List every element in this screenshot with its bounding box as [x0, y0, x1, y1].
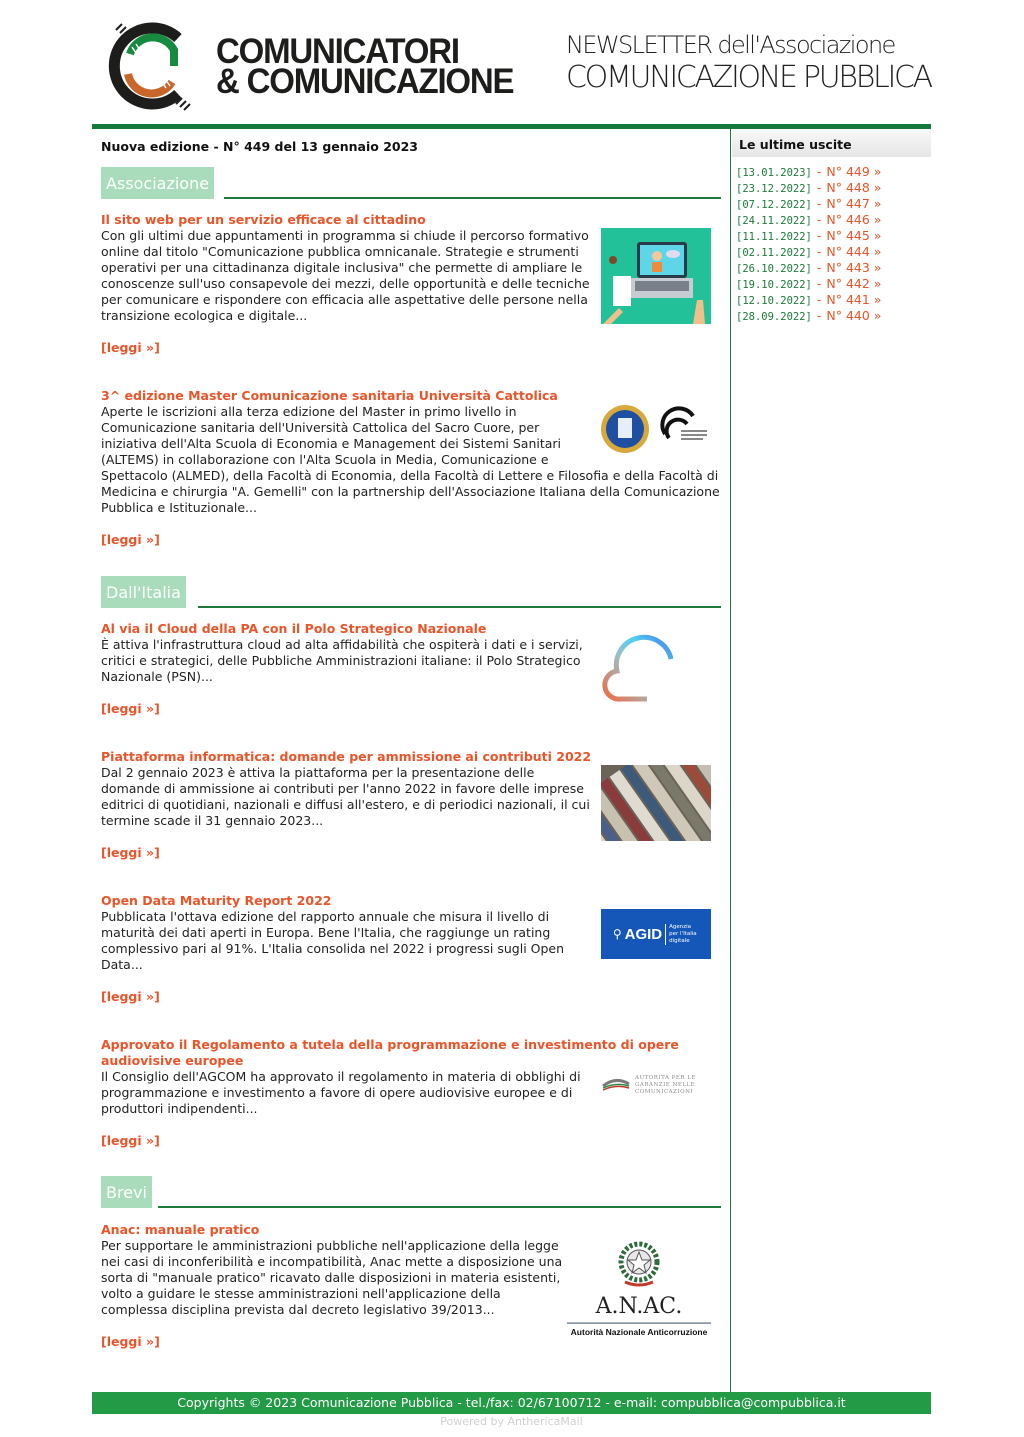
- sidebar-latest-issues: [730, 129, 931, 1392]
- issue-link[interactable]: N° 445 »: [826, 228, 882, 243]
- issue-link[interactable]: N° 449 »: [826, 164, 882, 179]
- agid-logo-text: AGID: [624, 925, 663, 943]
- issue-separator: -: [816, 181, 822, 195]
- issue-item: [736, 211, 881, 227]
- issue-item: [736, 275, 881, 291]
- issue-item: [736, 307, 881, 323]
- agid-emblem-icon: ⚲: [612, 927, 622, 941]
- issue-separator: -: [816, 293, 822, 307]
- issue-item: [736, 179, 881, 195]
- newsletter-title: [566, 30, 931, 96]
- article-item: [101, 212, 721, 357]
- newsletter: [92, 0, 931, 1428]
- issue-separator: -: [816, 261, 822, 275]
- section-header-associazione: [101, 167, 721, 199]
- article-title-link[interactable]: 3^ edizione Master Comunicazione sanitaria Università Cattolica: [101, 388, 558, 403]
- issue-separator: -: [816, 197, 822, 211]
- read-more-link[interactable]: [leggi »]: [101, 701, 160, 716]
- section-label: Associazione: [101, 167, 214, 199]
- agcom-logo-text: AUTORITÀ PER LE GARANZIE NELLE COMUNICAZIONI: [635, 1074, 696, 1095]
- logo-line-1: COMUNICATORI: [216, 30, 459, 71]
- article-item: [101, 893, 721, 1018]
- issue-item: [736, 291, 881, 307]
- article-title-link[interactable]: Anac: manuale pratico: [101, 1222, 260, 1237]
- laptop-illustration-image[interactable]: [601, 228, 711, 324]
- article-item: [101, 621, 721, 731]
- issue-link[interactable]: N° 442 »: [826, 276, 882, 291]
- article-summary: Per supportare le amministrazioni pubbliche nell'applicazione della legge nei casi di inconferibilità e incompatibilità, Anac mette a disposizione una sorta di "manuale pratico" ricavato dalle disposizioni in materia esistenti, volto a guidare le stesse amministrazioni nell'applicazione della complessa disciplina prevista dal decreto legislativo 39/2013...: [101, 1238, 563, 1317]
- issue-link[interactable]: N° 447 »: [826, 196, 882, 211]
- issue-date: [13.01.2023]: [736, 167, 812, 179]
- read-more-link[interactable]: [leggi »]: [101, 340, 160, 355]
- footer-copyright: Copyrights © 2023 Comunicazione Pubblica - tel./fax: 02/67100712 - e-mail: compubblica@compubblica.it: [92, 1392, 931, 1414]
- logo-icon: [108, 20, 196, 112]
- italian-emblem-icon: [617, 1238, 661, 1290]
- article-summary: Con gli ultimi due appuntamenti in programma si chiude il percorso formativo online dal titolo "Comunicazione pubblica omnicanale. Strategie e strumenti operativi per una cittadinanza digitale inclusiva" che permette di ampliare le conoscenze sull'uso consapevole dei mezzi, delle opportunità e delle tecniche per comunicare e rispondere con efficacia alle aspettative delle persone nella transizione ecologica e digitale...: [101, 228, 590, 323]
- issue-date: [28.09.2022]: [736, 311, 812, 323]
- read-more-link[interactable]: [leggi »]: [101, 845, 160, 860]
- section-header-brevi: [101, 1176, 721, 1208]
- anac-logo-image[interactable]: [567, 1238, 711, 1344]
- section-label: Dall'Italia: [101, 576, 186, 608]
- issue-item: [736, 243, 881, 259]
- issue-link[interactable]: N° 444 »: [826, 244, 882, 259]
- issue-link[interactable]: N° 441 »: [826, 292, 882, 307]
- section-divider: [158, 1206, 721, 1208]
- article-summary: Il Consiglio dell'AGCOM ha approvato il regolamento in materia di obblighi di programmazione e investimento a favore di opere audiovisive europee e di produttori indipendenti...: [101, 1069, 581, 1116]
- logo-text: [216, 30, 514, 101]
- issue-separator: -: [816, 309, 822, 323]
- read-more-link[interactable]: [leggi »]: [101, 1133, 160, 1148]
- newspapers-photo-image[interactable]: [601, 765, 711, 841]
- section-label: Brevi: [101, 1176, 152, 1208]
- section-divider: [198, 606, 721, 608]
- read-more-link[interactable]: [leggi »]: [101, 989, 160, 1004]
- article-summary: È attiva l'infrastruttura cloud ad alta affidabilità che ospiterà i dati e i servizi, critici e strategici, delle Pubbliche Amministrazioni italiane: il Polo Strategico Nazionale (PSN)...: [101, 637, 583, 684]
- edition-title: Nuova edizione - N° 449 del 13 gennaio 2023: [101, 139, 418, 154]
- article-item: [101, 1037, 721, 1162]
- article-title-link[interactable]: Piattaforma informatica: domande per ammissione ai contributi 2022: [101, 749, 592, 764]
- agcom-logo-image[interactable]: [601, 1071, 711, 1099]
- agid-logo-image[interactable]: [601, 909, 711, 959]
- section-divider: [224, 197, 721, 199]
- issue-item: [736, 195, 881, 211]
- issue-separator: -: [816, 245, 822, 259]
- article-item: [101, 749, 721, 874]
- article-summary-text: Aperte le iscrizioni alla terza edizione del Master in primo livello in Comunicazione sanitaria dell'Università Cattolica del Sacro Cuore, per iniziativa dell'Alta Scuola di Economia e Management dei Sistemi Sanitari (ALTEMS) in collaborazione con l'Alta Scuola in Media, Comunicazione e Spettacolo (ALMED), della Facoltà di Economia, della Facoltà di Lettere e Filosofia e della Facoltà di Medicina e chirurgia "A. Gemelli" con la partnership dell'Associazione Italiana della Comunicazione Pubblica e Istituzionale...: [101, 404, 720, 515]
- agid-logo-subtext: Agenzia per l'Italia digitale: [665, 924, 699, 945]
- read-more-link[interactable]: [leggi »]: [101, 532, 160, 547]
- article-title-link[interactable]: Open Data Maturity Report 2022: [101, 893, 332, 908]
- anac-logo-subtext: Autorità Nazionale Anticorruzione: [570, 1327, 708, 1337]
- anac-logo-text: A.N.AC.: [595, 1294, 683, 1319]
- issue-item: [736, 259, 881, 275]
- anac-logo-divider: [567, 1322, 711, 1324]
- issue-date: [02.11.2022]: [736, 247, 812, 259]
- issue-item: [736, 227, 881, 243]
- article-item: [101, 1222, 721, 1357]
- newsletter-title-line-1: NEWSLETTER dell'Associazione: [566, 31, 895, 59]
- header: [92, 0, 931, 124]
- issue-date: [12.10.2022]: [736, 295, 812, 307]
- issue-link[interactable]: N° 446 »: [826, 212, 882, 227]
- issue-date: [26.10.2022]: [736, 263, 812, 275]
- main-content: [92, 129, 730, 1392]
- issue-item: [736, 163, 881, 179]
- article-title-link[interactable]: Al via il Cloud della PA con il Polo Strategico Nazionale: [101, 621, 487, 636]
- issue-list: [736, 163, 881, 323]
- cloud-logo-image[interactable]: [601, 633, 681, 705]
- issue-separator: -: [816, 165, 822, 179]
- issue-date: [19.10.2022]: [736, 279, 812, 291]
- article-summary: Dal 2 gennaio 2023 è attiva la piattaforma per la presentazione delle domande di ammissione ai contributi per l'anno 2022 in favore delle imprese editrici di quotidiani, nazionali e diffusi all'estero, e di periodici nazionali, il cui termine scade il 31 gennaio 2023...: [101, 765, 590, 828]
- sidebar-title: Le ultime uscite: [732, 129, 931, 157]
- issue-link[interactable]: N° 443 »: [826, 260, 882, 275]
- section-header-dall-italia: [101, 576, 721, 608]
- issue-separator: -: [816, 229, 822, 243]
- issue-date: [11.11.2022]: [736, 231, 812, 243]
- powered-by: Powered by AnthericaMail: [440, 1415, 583, 1428]
- article-title-link[interactable]: Il sito web per un servizio efficace al cittadino: [101, 212, 426, 227]
- newsletter-title-line-2: COMUNICAZIONE PUBBLICA: [566, 60, 931, 95]
- article-title-link[interactable]: Approvato il Regolamento a tutela della programmazione e investimento di opere audiovisive europee: [101, 1037, 679, 1068]
- article-item: [101, 388, 721, 553]
- issue-date: [07.12.2022]: [736, 199, 812, 211]
- issue-link[interactable]: N° 448 »: [826, 180, 882, 195]
- issue-separator: -: [816, 277, 822, 291]
- universita-cattolica-logos-image[interactable]: [601, 404, 713, 454]
- logo-line-2: & COMUNICAZIONE: [216, 60, 514, 101]
- agcom-swoosh-icon: [601, 1076, 631, 1094]
- issue-separator: -: [816, 213, 822, 227]
- article-summary: Pubblicata l'ottava edizione del rapporto annuale che misura il livello di maturità dei dati aperti in Europa. Bene l'Italia, che raggiunge un rating complessivo pari al 91%. L'Italia consolida nel 2022 i progressi sugli Open Data...: [101, 909, 565, 972]
- issue-date: [23.12.2022]: [736, 183, 812, 195]
- issue-link[interactable]: N° 440 »: [826, 308, 882, 323]
- read-more-link[interactable]: [leggi »]: [101, 1334, 160, 1349]
- issue-date: [24.11.2022]: [736, 215, 812, 227]
